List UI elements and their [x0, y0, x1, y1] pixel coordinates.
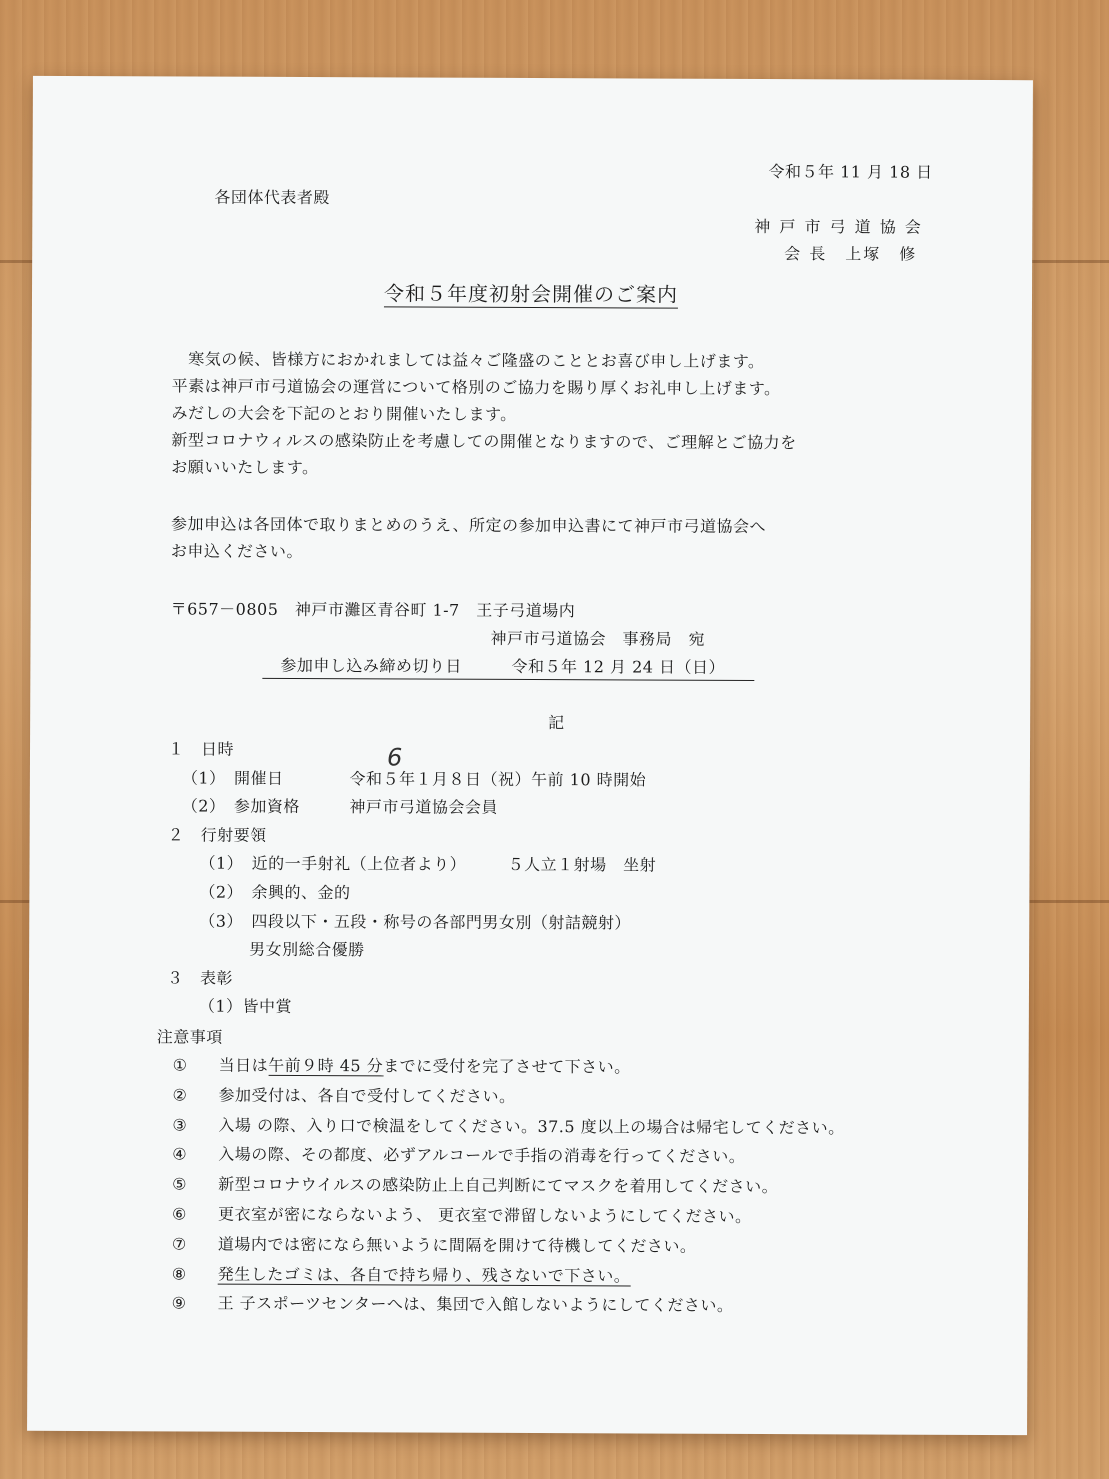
- note-text: 入場 の際、入り口で検温をしてください。37.5 度以上の場合は帰宅してください。: [218, 1115, 845, 1137]
- note-text: 王 子スポーツセンターへは、集団で入館しないようにしてください。: [217, 1294, 734, 1316]
- detail-item: （1） 近的一手射礼（上位者より） ５人立１射場 坐射: [199, 853, 657, 875]
- note-text: 新型コロナウイルスの感染防止上自己判断にてマスクを着用してください。: [218, 1174, 779, 1197]
- note-number: ②: [172, 1085, 188, 1105]
- sender-name: 会 長 上塚 修: [784, 244, 918, 264]
- detail-item: （2） 余興的、金的: [199, 882, 351, 903]
- greeting-line: お願いいたします。: [171, 457, 319, 478]
- note-item: [172, 1142, 745, 1168]
- notes-list: [33, 76, 1033, 80]
- note-item: [172, 1231, 697, 1256]
- note-number: ⑥: [171, 1204, 187, 1224]
- details-list: [33, 76, 1033, 80]
- notes-heading: 注意事項: [156, 1027, 223, 1047]
- note-number: ⑤: [172, 1174, 188, 1194]
- note-item: [173, 1052, 631, 1077]
- ki-heading: 記: [548, 713, 565, 733]
- note-item: [172, 1261, 631, 1286]
- note-underlined-text: 午前９時 45 分: [268, 1055, 384, 1076]
- paper-sheet: [27, 76, 1033, 1435]
- detail-item: ２ 行射要領: [167, 825, 267, 845]
- application-paragraph: [33, 76, 1033, 80]
- deadline-label: 参加申し込み締め切り日: [280, 655, 462, 676]
- detail-item: １ 日時: [167, 739, 235, 759]
- detail-item: 男女別総合優勝: [249, 939, 365, 960]
- note-text: 更衣室が密にならないよう、 更衣室で滞留しないようにしてください。: [217, 1204, 752, 1226]
- deadline-date: 令和５年 12 月 24 日（日）: [511, 656, 726, 677]
- detail-item: （3） 四段以下・五段・称号の各部門男女別（射詰競射）: [199, 911, 632, 933]
- detail-item: （1）皆中賞: [198, 996, 293, 1017]
- detail-item: （2） 参加資格 神戸市弓道協会会員: [181, 796, 499, 818]
- document-title: 令和５年度初射会開催のご案内: [384, 277, 678, 308]
- note-item: [172, 1172, 778, 1198]
- address: 〒657－0805 神戸市灘区青谷町 1-7 王子弓道場内: [170, 599, 576, 621]
- greeting-line: 寒気の候、皆様方におかれましては益々ご隆盛のこととお喜び申し上げます。: [171, 349, 765, 372]
- note-number: ①: [172, 1055, 188, 1075]
- note-number: ⑦: [171, 1234, 187, 1254]
- document-date: 令和５年 11 月 18 日: [768, 162, 933, 182]
- recipient: 各団体代表者殿: [214, 187, 330, 208]
- deadline-line: [262, 653, 754, 681]
- note-underlined-text: 発生したゴミは、各自で持ち帰り、残さないで下さい。: [217, 1264, 631, 1286]
- detail-item: ３ 表彰: [166, 968, 234, 988]
- address-to: 神戸市弓道協会 事務局 宛: [490, 628, 706, 649]
- note-text: 参加受付は、各自で受付してください。: [218, 1085, 516, 1106]
- note-item: [172, 1082, 515, 1106]
- note-number: ③: [172, 1115, 188, 1135]
- note-item: [172, 1291, 734, 1316]
- application-line: お申込ください。: [170, 541, 303, 562]
- note-number: ⑧: [171, 1264, 187, 1284]
- sender-org: 神 戸 市 弓 道 協 会: [754, 216, 923, 237]
- note-text: 当日は: [218, 1055, 269, 1075]
- note-text: までに受付を完了させて下さい。: [383, 1056, 631, 1077]
- note-number: ⑨: [171, 1293, 187, 1313]
- greeting-line: 平素は神戸市弓道協会の運営について格別のご協力を賜り厚くお礼申し上げます。: [171, 376, 781, 399]
- note-text: 入場の際、その都度、必ずアルコールで手指の消毒を行ってください。: [218, 1145, 746, 1167]
- greeting-line: みだしの大会を下記のとおり開催いたします。: [171, 403, 517, 424]
- note-item: [172, 1201, 752, 1227]
- note-item: [172, 1112, 844, 1138]
- greeting-paragraph: [33, 76, 1033, 80]
- handwritten-correction: 6: [386, 743, 403, 772]
- application-line: 参加申込は各団体で取りまとめのうえ、所定の参加申込書にて神戸市弓道協会へ: [170, 514, 767, 537]
- detail-item: （1） 開催日 令和５年１月８日（祝）午前 10 時開始: [181, 768, 647, 790]
- note-number: ④: [172, 1144, 188, 1164]
- greeting-line: 新型コロナウィルスの感染防止を考慮しての開催となりますので、ご理解とご協力を: [171, 430, 797, 453]
- note-text: 道場内では密になら無いように間隔を開けて待機してください。: [217, 1234, 697, 1256]
